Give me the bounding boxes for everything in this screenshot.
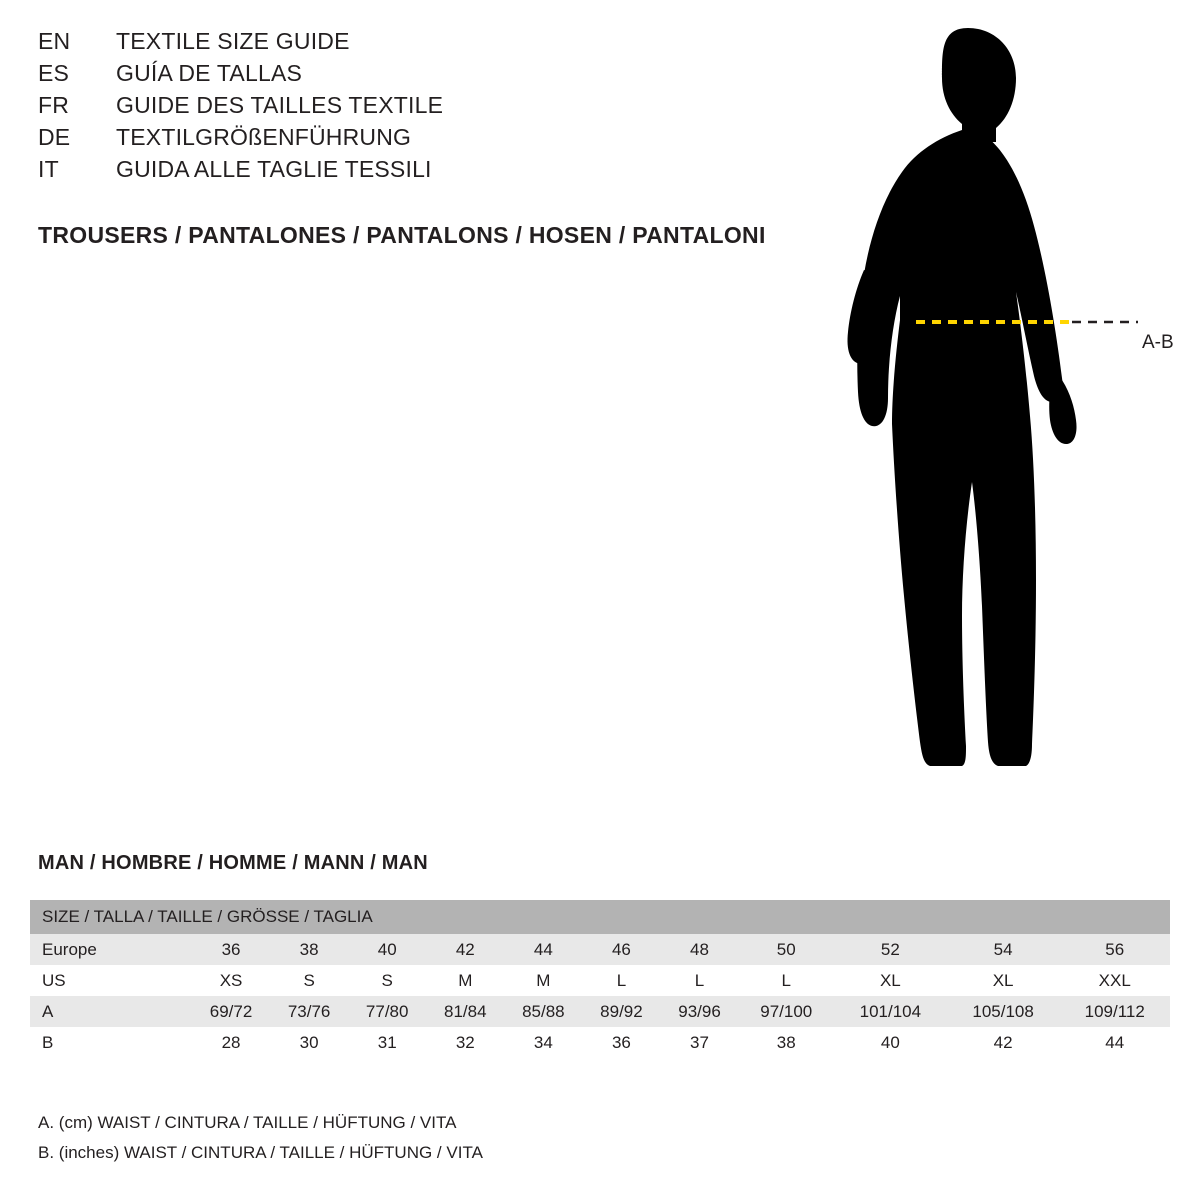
cell: S <box>270 965 348 996</box>
table-row <box>30 996 1170 1027</box>
cell: L <box>582 965 660 996</box>
cell: M <box>504 965 582 996</box>
language-text: TEXTILGRÖßENFÜHRUNG <box>116 124 412 150</box>
cell: 36 <box>582 1027 660 1058</box>
cell: 37 <box>660 1027 738 1058</box>
cell: XL <box>947 965 1060 996</box>
cell: 42 <box>947 1027 1060 1058</box>
cell: 101/104 <box>834 996 947 1027</box>
language-row <box>38 124 818 156</box>
silhouette-figure <box>820 20 1200 810</box>
cell: 56 <box>1060 934 1171 965</box>
language-text: GUÍA DE TALLAS <box>116 60 303 86</box>
cell: 54 <box>947 934 1060 965</box>
footnote-a: A. (cm) WAIST / CINTURA / TAILLE / HÜFTUNG / VITA <box>38 1113 457 1132</box>
cell: 109/112 <box>1060 996 1171 1027</box>
language-code: ES <box>38 60 70 86</box>
table-header-row <box>30 900 1170 934</box>
gender-title: MAN / HOMBRE / HOMME / MANN / MAN <box>38 852 428 874</box>
cell: 77/80 <box>348 996 426 1027</box>
cell: 97/100 <box>739 996 834 1027</box>
cell: 105/108 <box>947 996 1060 1027</box>
language-text: GUIDA ALLE TAGLIE TESSILI <box>116 156 432 182</box>
cell: 44 <box>1060 1027 1171 1058</box>
language-row <box>38 28 818 60</box>
language-text: TEXTILE SIZE GUIDE <box>116 28 350 54</box>
size-table <box>30 900 1170 1058</box>
cell: L <box>739 965 834 996</box>
language-code: IT <box>38 156 59 182</box>
cell: 73/76 <box>270 996 348 1027</box>
table-header-label: SIZE / TALLA / TAILLE / GRÖSSE / TAGLIA <box>30 900 1170 934</box>
cell: 46 <box>582 934 660 965</box>
footnotes <box>38 1108 483 1168</box>
cell: 44 <box>504 934 582 965</box>
cell: 89/92 <box>582 996 660 1027</box>
measurement-label: A-B <box>1142 332 1174 353</box>
row-label-a: A <box>30 996 192 1027</box>
cell: 52 <box>834 934 947 965</box>
row-label-us: US <box>30 965 192 996</box>
language-text: GUIDE DES TAILLES TEXTILE <box>116 92 444 118</box>
language-list <box>38 28 818 188</box>
cell: 93/96 <box>660 996 738 1027</box>
cell: 42 <box>426 934 504 965</box>
row-label-b: B <box>30 1027 192 1058</box>
cell: 40 <box>348 934 426 965</box>
man-silhouette-icon <box>820 20 1200 810</box>
cell: M <box>426 965 504 996</box>
cell: 34 <box>504 1027 582 1058</box>
cell: 38 <box>270 934 348 965</box>
cell: 38 <box>739 1027 834 1058</box>
table-row <box>30 934 1170 965</box>
cell: XL <box>834 965 947 996</box>
footnote-b: B. (inches) WAIST / CINTURA / TAILLE / HÜFTUNG / VITA <box>38 1143 483 1162</box>
cell: 85/88 <box>504 996 582 1027</box>
language-row <box>38 92 818 124</box>
cell: 30 <box>270 1027 348 1058</box>
cell: 36 <box>192 934 270 965</box>
language-row <box>38 156 818 188</box>
cell: 48 <box>660 934 738 965</box>
cell: 32 <box>426 1027 504 1058</box>
table-row <box>30 965 1170 996</box>
product-title: TROUSERS / PANTALONES / PANTALONS / HOSEN / PANTALONI <box>38 222 766 248</box>
cell: XXL <box>1060 965 1171 996</box>
cell: 40 <box>834 1027 947 1058</box>
cell: L <box>660 965 738 996</box>
cell: 28 <box>192 1027 270 1058</box>
language-code: DE <box>38 124 71 150</box>
language-code: EN <box>38 28 71 54</box>
row-label-europe: Europe <box>30 934 192 965</box>
language-code: FR <box>38 92 70 118</box>
table-row <box>30 1027 1170 1058</box>
cell: 50 <box>739 934 834 965</box>
cell: 69/72 <box>192 996 270 1027</box>
cell: 31 <box>348 1027 426 1058</box>
language-row <box>38 60 818 92</box>
cell: XS <box>192 965 270 996</box>
cell: S <box>348 965 426 996</box>
cell: 81/84 <box>426 996 504 1027</box>
